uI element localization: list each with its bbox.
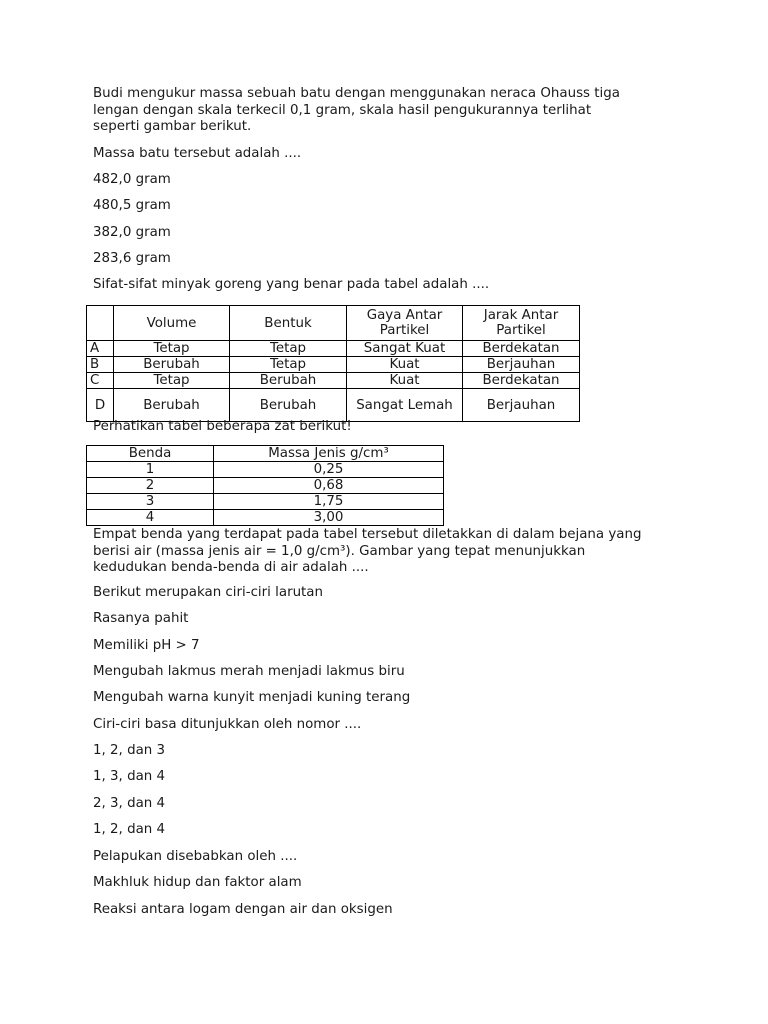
q4-item: Rasanya pahit: [93, 611, 189, 626]
q1-option: 480,5 gram: [93, 198, 171, 213]
table-cell: 1: [87, 462, 214, 478]
density-table: [86, 445, 444, 526]
q4-item: Memiliki pH > 7: [93, 638, 200, 653]
table-cell: 3: [87, 494, 214, 510]
table-cell: Tetap: [230, 357, 347, 373]
table-row: [87, 341, 580, 357]
table-row: [87, 373, 580, 389]
table-cell: Berubah: [230, 373, 347, 389]
table-row: [87, 462, 444, 478]
table-cell: Berjauhan: [463, 389, 580, 422]
q5-option: Reaksi antara logam dengan air dan oksigen: [93, 902, 393, 917]
q3-stem-line: Empat benda yang terdapat pada tabel tersebut diletakkan di dalam bejana yang: [93, 527, 642, 542]
q2-question: Sifat-sifat minyak goreng yang benar pada tabel adalah ....: [93, 277, 490, 292]
table-header-cell: Jarak Antar Partikel: [463, 306, 580, 341]
q3-stem-line: berisi air (massa jenis air = 1,0 g/cm³). Gambar yang tepat menunjukkan: [93, 543, 586, 559]
q3-stem: [93, 527, 642, 577]
table-cell: Sangat Lemah: [347, 389, 463, 422]
q1-stem-line: seperti gambar berikut.: [93, 119, 252, 134]
q1-stem-line: Budi mengukur massa sebuah batu dengan menggunakan neraca Ohauss tiga: [93, 86, 620, 101]
table-header-cell: Bentuk: [230, 306, 347, 341]
table-cell: 0,25: [214, 462, 444, 478]
table-cell: Berdekatan: [463, 341, 580, 357]
cooking-oil-properties-table: [86, 305, 580, 422]
table-cell: 1,75: [214, 494, 444, 510]
table-cell: Berjauhan: [463, 357, 580, 373]
q3-stem-line: kedudukan benda-benda di air adalah ....: [93, 560, 369, 575]
q4-question: Ciri-ciri basa ditunjukkan oleh nomor ....: [93, 717, 362, 732]
table-header-cell: [87, 306, 114, 341]
table-cell: Berubah: [230, 389, 347, 422]
q4-item: Mengubah lakmus merah menjadi lakmus biru: [93, 664, 405, 679]
table-cell: 2: [87, 478, 214, 494]
table-cell: 3,00: [214, 510, 444, 526]
table-cell: Sangat Kuat: [347, 341, 463, 357]
table-row: [87, 510, 444, 526]
table-row: [87, 494, 444, 510]
table-cell: 4: [87, 510, 214, 526]
q4-item: Mengubah warna kunyit menjadi kuning terang: [93, 690, 411, 705]
table-row: [87, 389, 580, 422]
table-cell: Kuat: [347, 373, 463, 389]
q4-intro: Berikut merupakan ciri-ciri larutan: [93, 585, 324, 600]
q1-stem: [93, 86, 620, 136]
table-header-cell: Benda: [87, 446, 214, 462]
q5-question: Pelapukan disebabkan oleh ....: [93, 849, 298, 864]
table-cell: Tetap: [114, 373, 230, 389]
table-header-cell: Gaya Antar Partikel: [347, 306, 463, 341]
q4-option: 1, 3, dan 4: [93, 769, 166, 784]
q1-option: 283,6 gram: [93, 251, 171, 266]
table-cell: Berubah: [114, 357, 230, 373]
table-cell: Tetap: [230, 341, 347, 357]
table-cell: C: [87, 373, 114, 389]
table-cell: Tetap: [114, 341, 230, 357]
q1-option: 482,0 gram: [93, 172, 171, 187]
table-cell: Berubah: [114, 389, 230, 422]
table-header-row: [87, 446, 444, 462]
q1-option: 382,0 gram: [93, 225, 171, 240]
q1-question: Massa batu tersebut adalah ....: [93, 146, 302, 161]
table-cell: 0,68: [214, 478, 444, 494]
table-cell: Berdekatan: [463, 373, 580, 389]
q3-intro: Perhatikan tabel beberapa zat berikut!: [93, 419, 352, 434]
table-cell: B: [87, 357, 114, 373]
table-header-row: [87, 306, 580, 341]
q5-option: Makhluk hidup dan faktor alam: [93, 875, 302, 890]
q1-stem-line: lengan dengan skala terkecil 0,1 gram, skala hasil pengukurannya terlihat: [93, 102, 592, 118]
q4-option: 1, 2, dan 3: [93, 743, 166, 758]
table-cell: A: [87, 341, 114, 357]
table-cell: Kuat: [347, 357, 463, 373]
table-header-cell: Massa Jenis g/cm³: [214, 446, 444, 462]
table-header-cell: Volume: [114, 306, 230, 341]
q4-option: 1, 2, dan 4: [93, 822, 166, 837]
table-row: [87, 357, 580, 373]
table-cell: D: [87, 389, 114, 422]
q4-option: 2, 3, dan 4: [93, 796, 166, 811]
table-row: [87, 478, 444, 494]
